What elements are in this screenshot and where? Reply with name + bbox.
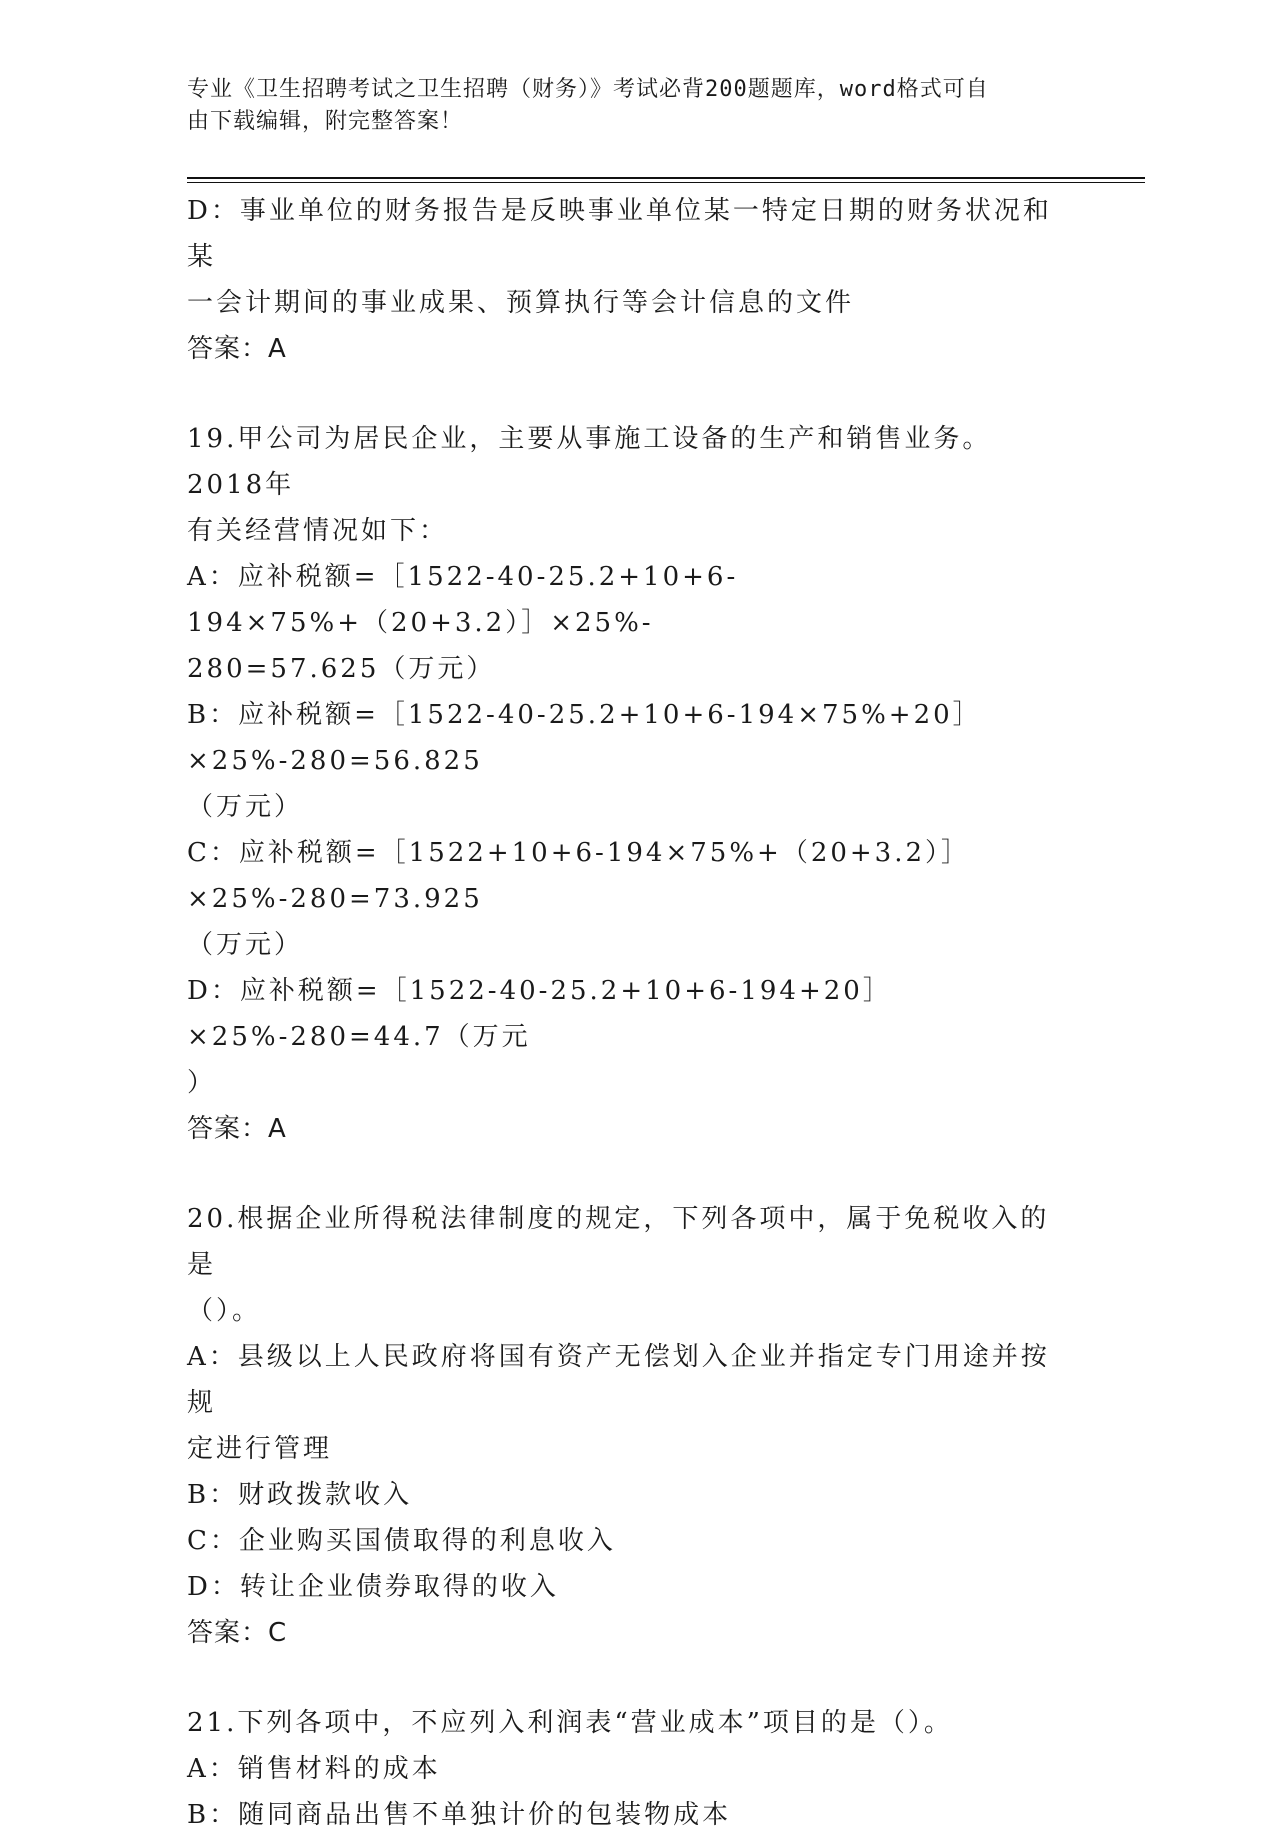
- question-block: [187, 188, 1067, 372]
- document-header: [187, 74, 1067, 138]
- header-line-1: 专业《卫生招聘考试之卫生招聘（财务）》考试必背200题题库，word格式可自: [187, 77, 989, 102]
- question-block: [187, 1700, 1067, 1838]
- question-stem: 有关经营情况如下：: [187, 516, 449, 546]
- answer-line: 答案：A: [187, 1114, 287, 1144]
- header-line-2: 由下载编辑，附完整答案！: [187, 109, 464, 134]
- option-a: 280=57.625（万元）: [187, 654, 496, 684]
- option-b: B：应补税额=［1522-40-25.2+10+6-194×75%+20］×25%-280=56.825: [187, 700, 982, 776]
- option-c: （万元）: [187, 930, 304, 960]
- option-a: A：县级以上人民政府将国有资产无偿划入企业并指定专门用途并按规: [187, 1342, 1050, 1418]
- option-d: ）: [187, 1068, 217, 1098]
- question-block: [187, 416, 1067, 1152]
- document-body: [187, 188, 1067, 1838]
- header-rule-thick: [187, 177, 1145, 179]
- question-stem: 20.根据企业所得税法律制度的规定，下列各项中，属于免税收入的是: [187, 1204, 1050, 1280]
- answer-line: 答案：C: [187, 1618, 288, 1648]
- question-stem: 21.下列各项中，不应列入利润表“营业成本”项目的是（）。: [187, 1708, 953, 1738]
- question-stem: （）。: [187, 1296, 262, 1326]
- text-line: 一会计期间的事业成果、预算执行等会计信息的文件: [187, 288, 855, 318]
- option-d: D：应补税额=［1522-40-25.2+10+6-194+20］×25%-280=44.7（万元: [187, 976, 892, 1052]
- text-line: D：事业单位的财务报告是反映事业单位某一特定日期的财务状况和某: [187, 196, 1052, 272]
- header-rule-thin: [187, 182, 1145, 183]
- option-d: D：转让企业债券取得的收入: [187, 1572, 559, 1602]
- option-a: 定进行管理: [187, 1434, 333, 1464]
- question-block: [187, 1196, 1067, 1656]
- option-b: （万元）: [187, 792, 304, 822]
- option-c: C：应补税额=［1522+10+6-194×75%+（20+3.2）］×25%-280=73.925: [187, 838, 971, 914]
- option-a: A：应补税额=［1522-40-25.2+10+6-194×75%+（20+3.2）］×25%-: [187, 562, 739, 638]
- answer-line: 答案：A: [187, 334, 287, 364]
- option-c: C：企业购买国债取得的利息收入: [187, 1526, 616, 1556]
- question-stem: 19.甲公司为居民企业，主要从事施工设备的生产和销售业务。2018年: [187, 424, 992, 500]
- option-a: A：销售材料的成本: [187, 1754, 441, 1784]
- option-b: B：随同商品出售不单独计价的包装物成本: [187, 1800, 732, 1830]
- option-b: B：财政拨款收入: [187, 1480, 413, 1510]
